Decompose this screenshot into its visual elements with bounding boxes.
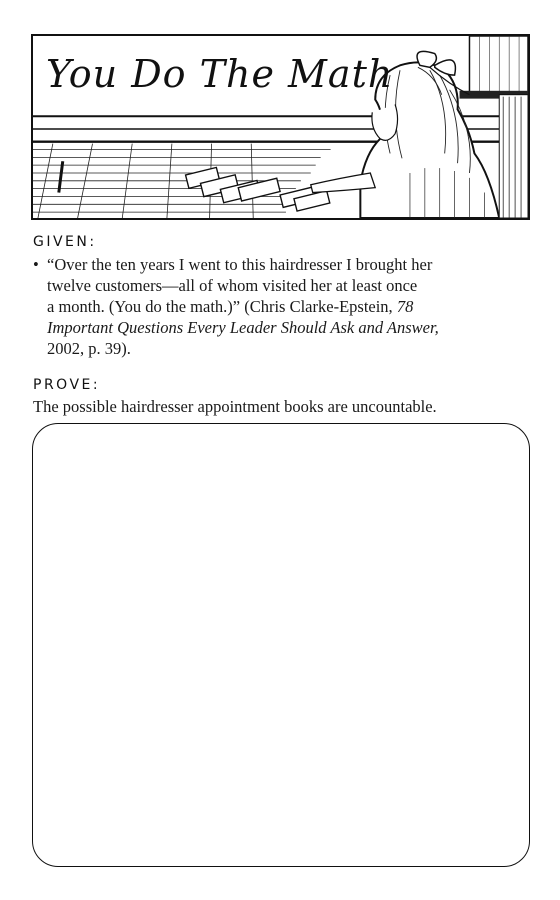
given-line-3-italic: 78 [396, 297, 414, 316]
given-line-2: twelve customers—all of whom visited her at least once [47, 276, 418, 295]
prove-label: PROVE: [33, 377, 101, 393]
given-line-3 [47, 296, 413, 317]
bullet-icon: • [33, 255, 39, 274]
given-line-5: 2002, p. 39). [47, 339, 131, 358]
prove-statement: The possible hairdresser appointment books are uncountable. [33, 397, 437, 416]
given-label: GIVEN: [33, 234, 97, 250]
given-line-3-text: a month. (You do the math.)” (Chris Clarke-Epstein, [47, 297, 397, 316]
answer-box[interactable] [32, 423, 530, 867]
given-line-4-book-title: Important Questions Every Leader Should Ask and Answer, [47, 318, 439, 337]
given-line-1: “Over the ten years I went to this hairdresser I brought her [47, 255, 433, 274]
header-title: You Do The Math [46, 52, 394, 96]
curtain-icon [460, 36, 528, 99]
